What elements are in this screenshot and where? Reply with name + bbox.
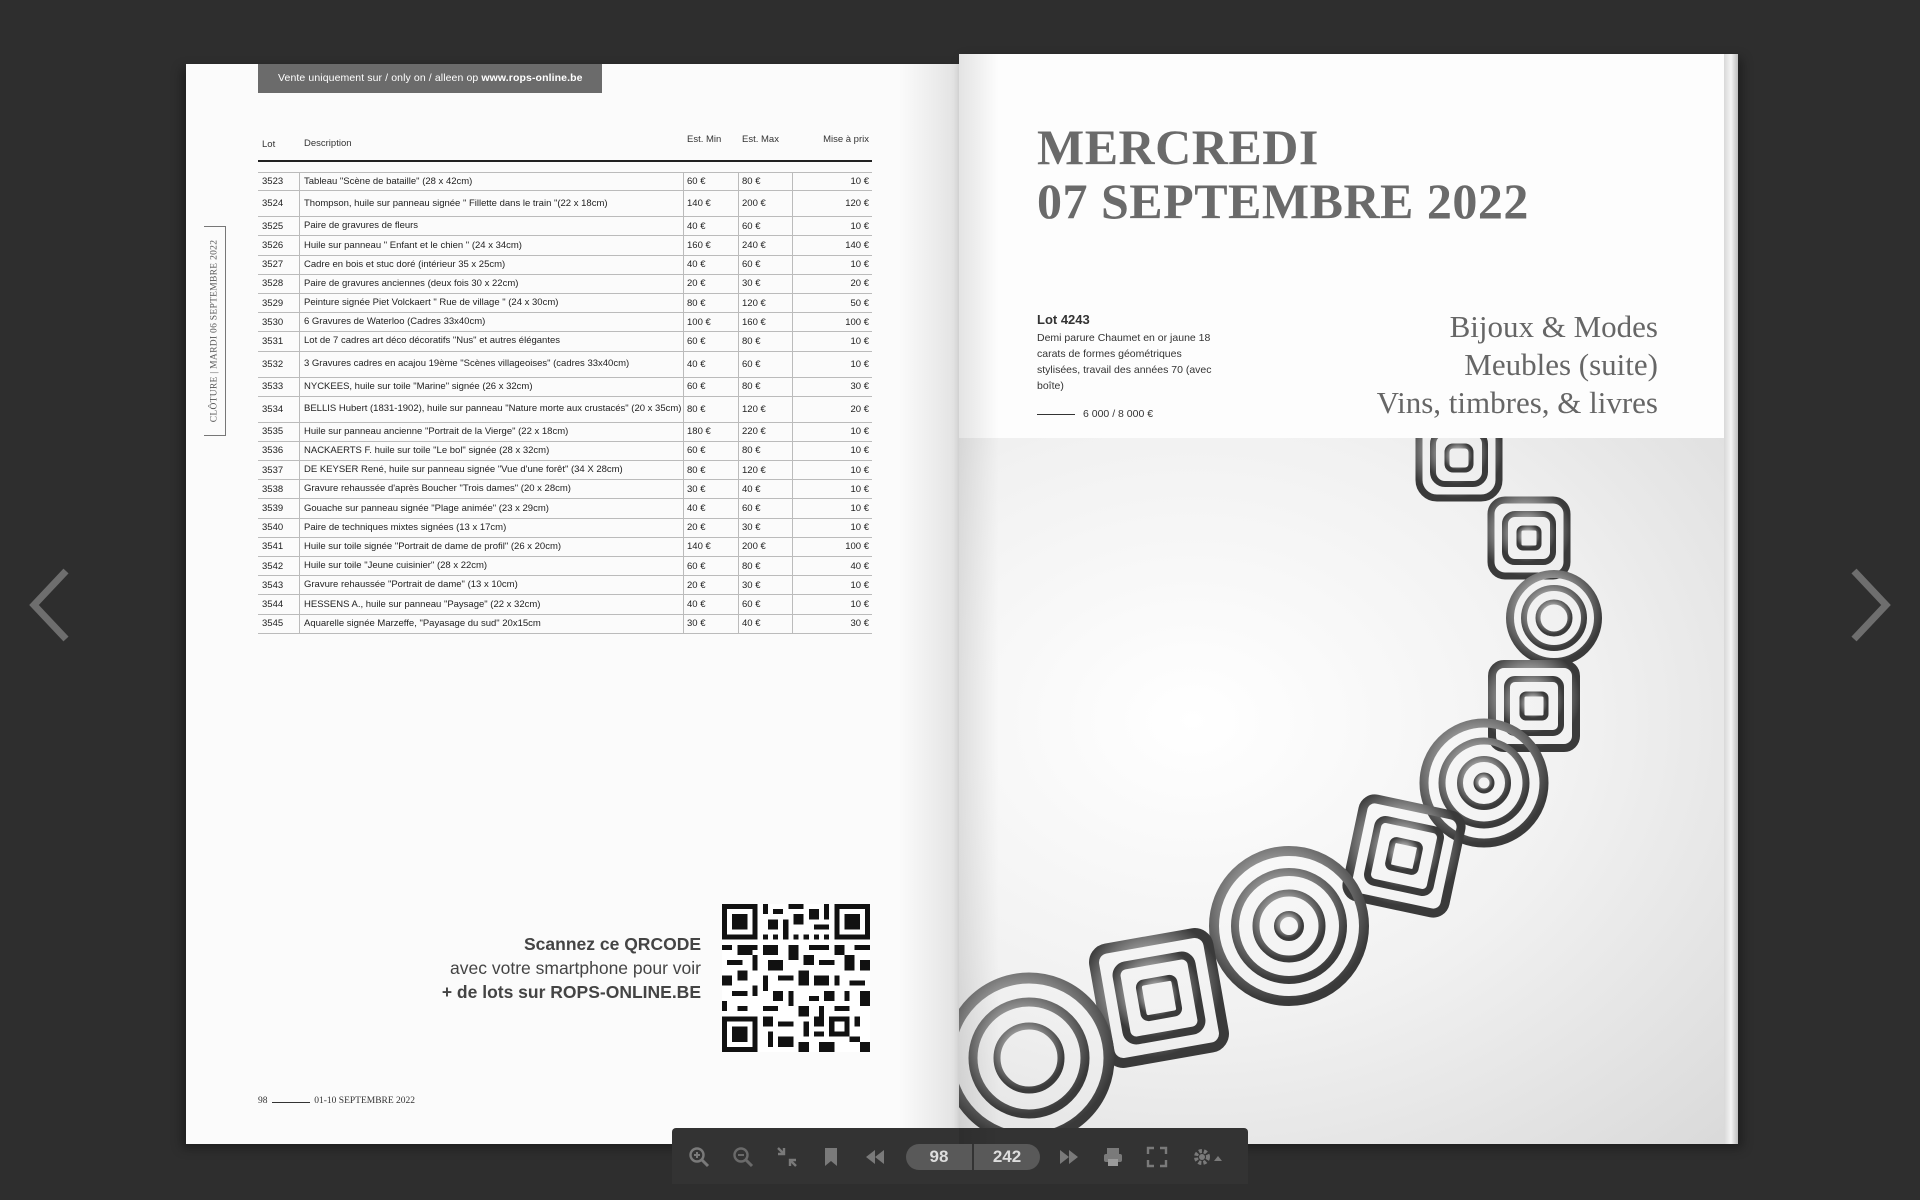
qr-caption — [442, 932, 701, 1004]
zoom-in-icon[interactable] — [688, 1146, 710, 1168]
est-min: 60 € — [684, 557, 739, 575]
lot-number: 3539 — [258, 499, 300, 517]
featured-lot-price — [1037, 408, 1227, 420]
lot-number: 3534 — [258, 397, 300, 422]
banner-url: www.rops-online.be — [481, 72, 583, 84]
table-row — [258, 378, 872, 397]
lot-description: NACKAERTS F. huile sur toile "Le bol" signée (28 x 32cm) — [300, 442, 684, 460]
page-footer — [258, 1096, 415, 1106]
side-tab — [204, 226, 226, 436]
next-page-arrow[interactable] — [1840, 560, 1900, 650]
lot-description: Lot de 7 cadres art déco décoratifs "Nus" et autres élégantes — [300, 332, 684, 350]
est-min: 80 € — [684, 397, 739, 422]
featured-lot-number: Lot 4243 — [1037, 312, 1090, 327]
mise-a-prix: 10 € — [850, 503, 869, 515]
est-min: 60 € — [684, 332, 739, 350]
chevron-right-icon — [1848, 567, 1892, 643]
lot-description: Huile sur panneau " Enfant et le chien " (24 x 34cm) — [300, 236, 684, 254]
est-min: 40 € — [684, 352, 739, 377]
lot-number: 3537 — [258, 461, 300, 479]
mise-a-prix: 10 € — [850, 579, 869, 591]
current-page-field[interactable]: 98 — [906, 1144, 972, 1170]
lot-description: DE KEYSER René, huile sur panneau signée "Vue d'une forêt" (34 X 28cm) — [300, 461, 684, 479]
lot-description: 3 Gravures cadres en acajou 19ème "Scènes villageoises" (cadres 33x40cm) — [300, 352, 684, 377]
mise-a-prix: 10 € — [850, 426, 869, 438]
necklace-image — [959, 438, 1738, 1144]
featured-lot-estimate: 6 000 / 8 000 € — [1083, 408, 1154, 420]
category-item: Vins, timbres, & livres — [1376, 385, 1658, 420]
mise-a-prix: 10 € — [850, 358, 869, 370]
est-min: 40 € — [684, 595, 739, 613]
est-min: 40 € — [684, 499, 739, 517]
lot-description: Gravure rehaussée "Portrait de dame" (13 x 10cm) — [300, 576, 684, 594]
lot-description: Thompson, huile sur panneau signée " Fillette dans le train "(22 x 18cm) — [300, 191, 684, 216]
featured-lot — [1037, 312, 1227, 420]
mise-a-prix: 100 € — [845, 316, 869, 328]
forward-icon[interactable] — [1058, 1146, 1080, 1168]
qr-caption-line2: avec votre smartphone pour voir — [450, 958, 701, 978]
bookmark-icon[interactable] — [820, 1146, 842, 1168]
mise-a-prix: 20 € — [850, 278, 869, 290]
est-min: 30 € — [684, 615, 739, 633]
table-row — [258, 256, 872, 275]
table-row — [258, 576, 872, 595]
mise-a-prix: 30 € — [850, 381, 869, 393]
table-row — [258, 442, 872, 461]
total-pages-label: 242 — [974, 1144, 1040, 1170]
footer-rule — [272, 1102, 310, 1103]
est-max: 40 € — [739, 480, 793, 498]
table-row — [258, 519, 872, 538]
lot-number: 3538 — [258, 480, 300, 498]
chevron-left-icon — [28, 567, 72, 643]
est-max: 120 € — [739, 461, 793, 479]
lot-number: 3525 — [258, 217, 300, 235]
flipbook — [186, 54, 1738, 1140]
mise-a-prix: 10 € — [850, 598, 869, 610]
table-row — [258, 217, 872, 236]
necklace-photo — [959, 438, 1738, 1144]
lot-number: 3531 — [258, 332, 300, 350]
lot-number: 3530 — [258, 313, 300, 331]
est-max: 30 € — [739, 576, 793, 594]
est-max: 80 € — [739, 173, 793, 190]
table-row — [258, 615, 872, 634]
lot-number: 3528 — [258, 275, 300, 293]
rewind-icon[interactable] — [864, 1146, 886, 1168]
online-only-banner — [258, 64, 602, 93]
table-row — [258, 499, 872, 518]
lot-description: Huile sur panneau ancienne "Portrait de la Vierge" (22 x 18cm) — [300, 423, 684, 441]
est-max: 30 € — [739, 275, 793, 293]
page-edge — [1724, 54, 1738, 1144]
category-item: Meubles (suite) — [1464, 347, 1658, 382]
est-max: 80 € — [739, 442, 793, 460]
header-description: Description — [304, 138, 352, 150]
lot-number: 3529 — [258, 294, 300, 312]
mise-a-prix: 10 € — [850, 176, 869, 188]
mise-a-prix: 10 € — [850, 483, 869, 495]
print-icon[interactable] — [1102, 1146, 1124, 1168]
lot-description: Huile sur toile "Jeune cuisinier" (28 x 22cm) — [300, 557, 684, 575]
zoom-out-icon[interactable] — [732, 1146, 754, 1168]
mise-a-prix: 10 € — [850, 335, 869, 347]
lot-number: 3527 — [258, 256, 300, 274]
table-row — [258, 236, 872, 255]
lot-number: 3543 — [258, 576, 300, 594]
lot-number: 3526 — [258, 236, 300, 254]
est-max: 30 € — [739, 519, 793, 537]
mise-a-prix: 10 € — [850, 464, 869, 476]
lot-description: Paire de techniques mixtes signées (13 x 17cm) — [300, 519, 684, 537]
mise-a-prix: 30 € — [850, 618, 869, 630]
lot-number: 3544 — [258, 595, 300, 613]
lot-number: 3541 — [258, 538, 300, 556]
category-item: Bijoux & Modes — [1449, 309, 1658, 344]
est-max: 120 € — [739, 397, 793, 422]
table-body — [258, 172, 872, 634]
table-row — [258, 538, 872, 557]
table-row — [258, 172, 872, 191]
right-page — [959, 54, 1738, 1144]
header-est-max: Est. Max — [742, 134, 779, 145]
mise-a-prix: 100 € — [845, 541, 869, 553]
table-row — [258, 332, 872, 351]
est-max: 60 € — [739, 499, 793, 517]
lot-number: 3545 — [258, 615, 300, 633]
est-max: 80 € — [739, 557, 793, 575]
lot-description: Gravure rehaussée d'après Boucher "Trois dames" (20 x 28cm) — [300, 480, 684, 498]
est-min: 40 € — [684, 217, 739, 235]
banner-text: Vente uniquement sur / only on / alleen op — [278, 72, 479, 84]
lot-description: Aquarelle signée Marzeffe, "Payasage du sud" 20x15cm — [300, 615, 684, 633]
header-est-min: Est. Min — [687, 134, 722, 145]
est-min: 20 € — [684, 576, 739, 594]
est-min: 60 € — [684, 442, 739, 460]
left-page — [186, 64, 959, 1144]
price-rule — [1037, 414, 1075, 415]
previous-page-arrow[interactable] — [20, 560, 80, 650]
qr-code-icon — [722, 904, 870, 1052]
est-max: 60 € — [739, 595, 793, 613]
table-row — [258, 397, 872, 423]
table-row — [258, 423, 872, 442]
est-min: 160 € — [684, 236, 739, 254]
date-label: 07 SEPTEMBRE 2022 — [1037, 173, 1529, 229]
lot-number: 3536 — [258, 442, 300, 460]
footer-date: 01-10 SEPTEMBRE 2022 — [314, 1096, 416, 1106]
est-max: 60 € — [739, 217, 793, 235]
lot-description: BELLIS Hubert (1831-1902), huile sur panneau "Nature morte aux crustacés" (20 x 35cm) — [300, 397, 684, 422]
est-min: 100 € — [684, 313, 739, 331]
category-list — [1377, 308, 1658, 422]
mise-a-prix: 20 € — [850, 403, 869, 415]
footer-page-number: 98 — [258, 1096, 268, 1106]
est-max: 60 € — [739, 256, 793, 274]
lot-description: Peinture signée Piet Volckaert " Rue de village " (24 x 30cm) — [300, 294, 684, 312]
mise-a-prix: 10 € — [850, 259, 869, 271]
day-label: MERCREDI — [1037, 119, 1319, 175]
table-row — [258, 275, 872, 294]
est-min: 60 € — [684, 173, 739, 190]
lot-number: 3542 — [258, 557, 300, 575]
est-min: 180 € — [684, 423, 739, 441]
featured-lot-description: Demi parure Chaumet en or jaune 18 carats de formes géométriques stylisées, travail des années 70 (avec boîte) — [1037, 332, 1212, 392]
mise-a-prix: 140 € — [845, 239, 869, 251]
est-min: 20 € — [684, 275, 739, 293]
header-lot: Lot — [262, 138, 276, 150]
lot-description: 6 Gravures de Waterloo (Cadres 33x40cm) — [300, 313, 684, 331]
est-max: 200 € — [739, 538, 793, 556]
table-row — [258, 191, 872, 217]
lot-description: HESSENS A., huile sur panneau "Paysage" (22 x 32cm) — [300, 595, 684, 613]
lot-description: NYCKEES, huile sur toile "Marine" signée (26 x 32cm) — [300, 378, 684, 396]
est-min: 30 € — [684, 480, 739, 498]
side-tab-label: CLÔTURE | MARDI 06 SEPTEMBRE 2022 — [209, 239, 220, 423]
est-min: 80 € — [684, 461, 739, 479]
lot-number: 3535 — [258, 423, 300, 441]
est-max: 120 € — [739, 294, 793, 312]
est-max: 240 € — [739, 236, 793, 254]
lot-description: Gouache sur panneau signée "Plage animée" (23 x 29cm) — [300, 499, 684, 517]
est-max: 80 € — [739, 332, 793, 350]
mise-a-prix: 120 € — [845, 198, 869, 210]
est-min: 80 € — [684, 294, 739, 312]
lot-number: 3540 — [258, 519, 300, 537]
est-min: 60 € — [684, 378, 739, 396]
auction-date-title — [1037, 120, 1529, 228]
lot-number: 3533 — [258, 378, 300, 396]
lot-description: Paire de gravures de fleurs — [300, 217, 684, 235]
table-row — [258, 352, 872, 378]
est-min: 140 € — [684, 538, 739, 556]
est-max: 60 € — [739, 352, 793, 377]
table-row — [258, 461, 872, 480]
lot-number: 3524 — [258, 191, 300, 216]
table-row — [258, 313, 872, 332]
est-max: 200 € — [739, 191, 793, 216]
fullscreen-icon[interactable] — [1146, 1146, 1168, 1168]
mise-a-prix: 50 € — [850, 297, 869, 309]
collapse-icon[interactable] — [776, 1146, 798, 1168]
table-row — [258, 480, 872, 499]
settings-icon[interactable] — [1192, 1146, 1226, 1168]
lot-description: Paire de gravures anciennes (deux fois 30 x 22cm) — [300, 275, 684, 293]
est-max: 40 € — [739, 615, 793, 633]
est-max: 220 € — [739, 423, 793, 441]
mise-a-prix: 10 € — [850, 220, 869, 232]
mise-a-prix: 10 € — [850, 522, 869, 534]
mise-a-prix: 10 € — [850, 445, 869, 457]
est-max: 80 € — [739, 378, 793, 396]
est-min: 140 € — [684, 191, 739, 216]
lot-number: 3523 — [258, 173, 300, 190]
lot-number: 3532 — [258, 352, 300, 377]
table-header — [258, 134, 872, 162]
est-min: 40 € — [684, 256, 739, 274]
table-row — [258, 595, 872, 614]
mise-a-prix: 40 € — [850, 560, 869, 572]
lot-table — [258, 134, 872, 634]
table-row — [258, 294, 872, 313]
qr-caption-line3: + de lots sur ROPS-ONLINE.BE — [441, 982, 701, 1002]
qr-caption-line1: Scannez ce QRCODE — [524, 934, 701, 954]
table-row — [258, 557, 872, 576]
lot-description: Cadre en bois et stuc doré (intérieur 35 x 25cm) — [300, 256, 684, 274]
lot-description: Huile sur toile signée "Portrait de dame de profil" (26 x 20cm) — [300, 538, 684, 556]
est-min: 20 € — [684, 519, 739, 537]
header-mise-a-prix: Mise à prix — [823, 134, 869, 145]
lot-description: Tableau "Scène de bataille" (28 x 42cm) — [300, 173, 684, 190]
est-max: 160 € — [739, 313, 793, 331]
